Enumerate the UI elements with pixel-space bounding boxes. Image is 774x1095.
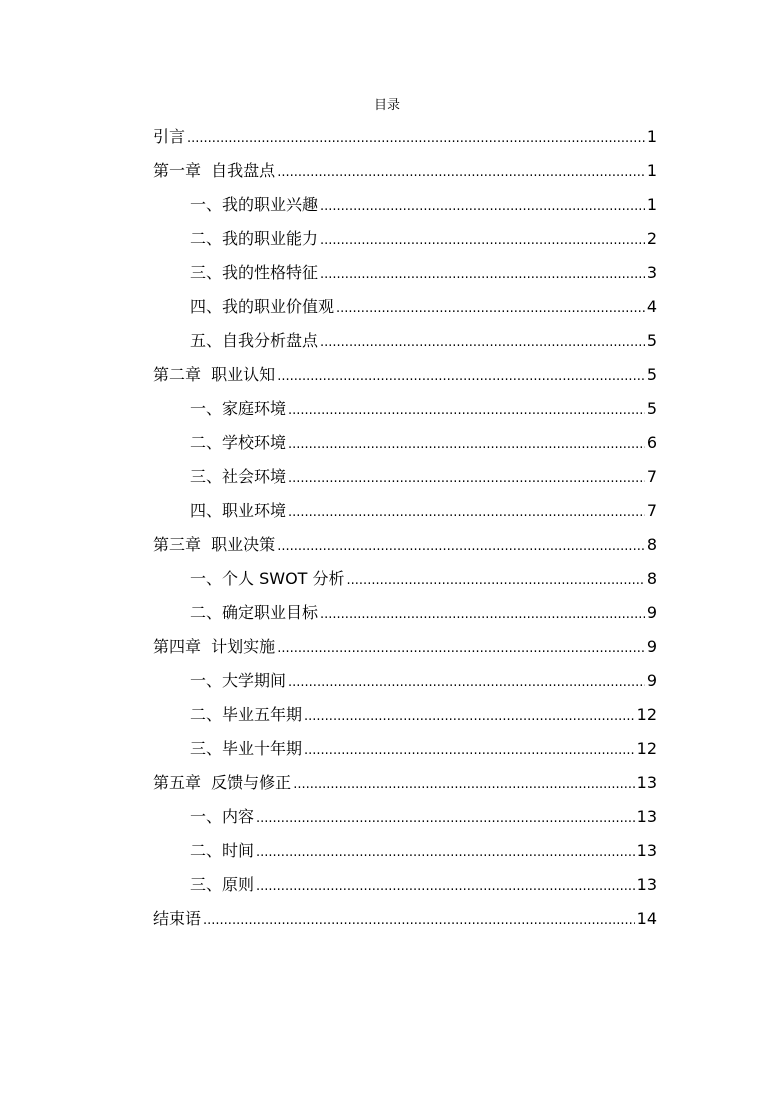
toc-entry-label: 结束语 [153,909,202,928]
toc-dot-leader [288,666,645,700]
toc-entry-label: 三、社会环境 [190,467,287,486]
toc-page-number: 7 [646,467,657,486]
toc-entry-label: 第二章 职业认知 [153,365,276,384]
toc-entry-label: 二、学校环境 [190,433,287,452]
toc-dot-leader [203,904,635,938]
toc-page-number: 13 [636,875,657,894]
toc-entry-label: 三、原则 [190,875,255,894]
toc-dot-leader [320,326,645,360]
toc-page-number: 13 [636,807,657,826]
toc-entry-label: 二、确定职业目标 [190,603,319,622]
toc-page-number: 1 [646,127,657,146]
toc-dot-leader [256,870,635,904]
toc-entry-label: 第三章 职业决策 [153,535,276,554]
toc-section-entry[interactable] [153,222,657,256]
toc-chapter-entry[interactable] [153,766,657,800]
toc-dot-leader [304,734,635,768]
toc-entry-label: 四、职业环境 [190,501,287,520]
toc-dot-leader [320,224,645,258]
toc-dot-leader [187,122,645,156]
toc-section-entry[interactable] [153,426,657,460]
toc-entry-label: 四、我的职业价值观 [190,297,335,316]
toc-title: 目录 [373,98,400,113]
toc-entry-label: 一、个人 SWOT 分析 [190,569,345,588]
toc-dot-leader [256,836,635,870]
toc-entry-label: 一、家庭环境 [190,399,287,418]
toc-page-number: 5 [646,331,657,350]
toc-page-number: 9 [646,671,657,690]
toc-page-number: 1 [646,161,657,180]
table-of-contents [153,120,657,936]
toc-dot-leader [336,292,645,326]
toc-page-number: 4 [646,297,657,316]
toc-dot-leader [277,156,645,190]
toc-page-number: 5 [646,365,657,384]
toc-page-number: 12 [636,739,657,758]
toc-chapter-entry[interactable] [153,902,657,936]
toc-dot-leader [320,190,645,224]
toc-section-entry[interactable] [153,188,657,222]
toc-dot-leader [288,462,645,496]
toc-entry-label: 五、自我分析盘点 [190,331,319,350]
toc-page-number: 2 [646,229,657,248]
toc-page-number: 5 [646,399,657,418]
toc-dot-leader [288,394,645,428]
toc-page-number: 9 [646,603,657,622]
toc-section-entry[interactable] [153,596,657,630]
toc-dot-leader [320,258,645,292]
toc-chapter-entry[interactable] [153,154,657,188]
toc-dot-leader [304,700,635,734]
toc-chapter-entry[interactable] [153,528,657,562]
toc-section-entry[interactable] [153,324,657,358]
toc-chapter-entry[interactable] [153,120,657,154]
toc-page-number: 8 [646,569,657,588]
toc-page-number: 3 [646,263,657,282]
toc-section-entry[interactable] [153,664,657,698]
toc-page-number: 1 [646,195,657,214]
toc-entry-label: 第五章 反馈与修正 [153,773,292,792]
toc-dot-leader [256,802,635,836]
toc-page-number: 13 [636,773,657,792]
toc-section-entry[interactable] [153,392,657,426]
toc-dot-leader [288,428,645,462]
toc-entry-label: 二、我的职业能力 [190,229,319,248]
toc-section-entry[interactable] [153,290,657,324]
toc-section-entry[interactable] [153,868,657,902]
toc-entry-label: 一、大学期间 [190,671,287,690]
toc-dot-leader [277,530,645,564]
toc-page-number: 13 [636,841,657,860]
toc-chapter-entry[interactable] [153,630,657,664]
toc-entry-label: 引言 [153,127,186,146]
toc-dot-leader [277,360,645,394]
toc-dot-leader [288,496,645,530]
toc-page-number: 8 [646,535,657,554]
toc-section-entry[interactable] [153,460,657,494]
toc-entry-label: 二、毕业五年期 [190,705,303,724]
toc-section-entry[interactable] [153,800,657,834]
toc-section-entry[interactable] [153,256,657,290]
toc-entry-label: 第一章 自我盘点 [153,161,276,180]
toc-section-entry[interactable] [153,494,657,528]
toc-entry-label: 三、毕业十年期 [190,739,303,758]
toc-page-number: 7 [646,501,657,520]
toc-dot-leader [347,564,645,598]
toc-page-number: 6 [646,433,657,452]
toc-section-entry[interactable] [153,698,657,732]
toc-page-number: 14 [636,909,657,928]
toc-page-number: 9 [646,637,657,656]
toc-entry-label: 第四章 计划实施 [153,637,276,656]
toc-page-number: 12 [636,705,657,724]
toc-chapter-entry[interactable] [153,358,657,392]
toc-section-entry[interactable] [153,834,657,868]
toc-entry-label: 一、内容 [190,807,255,826]
toc-section-entry[interactable] [153,732,657,766]
toc-dot-leader [277,632,645,666]
toc-section-entry[interactable] [153,562,657,596]
toc-entry-label: 一、我的职业兴趣 [190,195,319,214]
toc-entry-label: 三、我的性格特征 [190,263,319,282]
toc-entry-label: 二、时间 [190,841,255,860]
toc-dot-leader [320,598,645,632]
toc-dot-leader [293,768,634,802]
